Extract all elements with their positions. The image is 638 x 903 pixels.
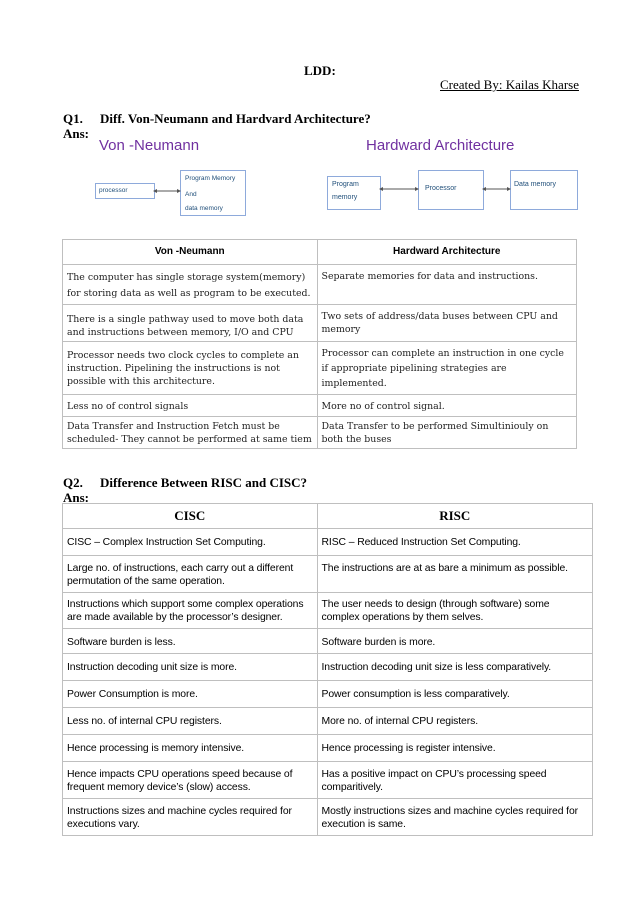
data-memory-label: Data memory	[514, 181, 557, 188]
table-row	[63, 265, 577, 305]
table-cell: Instruction decoding unit size is less comparatively.	[317, 654, 592, 681]
table-cell: Two sets of address/data buses between CPU and memory	[317, 305, 576, 342]
memory-label-line3: data memory	[185, 205, 223, 212]
table-cell: Has a positive impact on CPU’s processing speed comparitively.	[317, 762, 592, 799]
table-cell: There is a single pathway used to move both data and instructions between memory, I/O and CPU	[63, 305, 318, 342]
von-neumann-heading: Von -Neumann	[99, 137, 200, 154]
table-cell: Processor needs two clock cycles to complete an instruction. Pipelining the instructions is not possible with this architecture.	[63, 342, 318, 395]
table-cell: Less no of control signals	[63, 395, 318, 417]
q2-number: Q2.	[63, 475, 83, 490]
processor-label: processor	[99, 187, 128, 194]
table-header-cell: Hardward Architecture	[317, 240, 576, 265]
table-row	[63, 395, 577, 417]
table-row	[63, 799, 593, 836]
program-data-memory-box	[180, 170, 246, 216]
table-cell: Mostly instructions sizes and machine cycles required for execution is same.	[317, 799, 592, 836]
table-header-row	[63, 240, 577, 265]
table-row	[63, 342, 577, 395]
q2-question: Difference Between RISC and CISC?	[100, 475, 308, 490]
table-cell: Power Consumption is more.	[63, 681, 318, 708]
data-memory-box	[510, 170, 578, 210]
cisc-vs-risc-table	[62, 503, 593, 836]
table-row	[63, 762, 593, 799]
document-title: LDD:	[304, 63, 336, 78]
table-row	[63, 629, 593, 654]
memory-label-line2: And	[185, 191, 197, 198]
table-cell: Instructions sizes and machine cycles required for executions vary.	[63, 799, 318, 836]
q1-number: Q1.	[63, 111, 83, 126]
table-header-cell: Von -Neumann	[63, 240, 318, 265]
processor-label: Processor	[425, 185, 457, 192]
table-cell: Power consumption is less comparatively.	[317, 681, 592, 708]
table-header-cell: RISC	[317, 504, 592, 529]
table-row	[63, 735, 593, 762]
table-cell: Instruction decoding unit size is more.	[63, 654, 318, 681]
table-cell: Hence impacts CPU operations speed because of frequent memory device’s (slow) access.	[63, 762, 318, 799]
table-cell: Large no. of instructions, each carry out a different permutation of the same operation.	[63, 556, 318, 593]
table-cell: RISC – Reduced Instruction Set Computing.	[317, 529, 592, 556]
table-cell: Hence processing is memory intensive.	[63, 735, 318, 762]
table-cell: Separate memories for data and instructions.	[317, 265, 576, 305]
table-cell: The user needs to design (through software) some complex operations by them selves.	[317, 593, 592, 629]
table-cell: CISC – Complex Instruction Set Computing.	[63, 529, 318, 556]
harvard-heading: Hardward Architecture	[366, 137, 515, 154]
table-row	[63, 417, 577, 449]
table-cell: More no of control signal.	[317, 395, 576, 417]
table-cell: Instructions which support some complex operations are made available by the processor’s designer.	[63, 593, 318, 629]
table-cell: Data Transfer to be performed Simultiniouly on both the buses	[317, 417, 576, 449]
table-row	[63, 305, 577, 342]
bus-arrow	[153, 184, 181, 198]
table-cell: More no. of internal CPU registers.	[317, 708, 592, 735]
table-row	[63, 556, 593, 593]
program-memory-box	[327, 176, 381, 210]
program-memory-label-1: Program	[332, 181, 359, 188]
data-bus-arrow	[482, 182, 511, 196]
table-cell: Software burden is less.	[63, 629, 318, 654]
table-header-row	[63, 504, 593, 529]
table-row	[63, 681, 593, 708]
author-credit: Created By: Kailas Kharse	[440, 77, 579, 92]
table-cell: Hence processing is register intensive.	[317, 735, 592, 762]
q1-question: Diff. Von-Neumann and Hardvard Architecture?	[100, 111, 371, 126]
q1-ans-label: Ans:	[63, 126, 90, 141]
table-cell: The computer has single storage system(memory) for storing data as well as program to be executed.	[63, 265, 318, 305]
table-cell: The instructions are at as bare a minimum as possible.	[317, 556, 592, 593]
von-neumann-vs-harvard-table	[62, 239, 577, 449]
table-row	[63, 654, 593, 681]
processor-box	[95, 183, 155, 199]
table-cell: Less no. of internal CPU registers.	[63, 708, 318, 735]
table-header-cell: CISC	[63, 504, 318, 529]
memory-label-line1: Program Memory	[185, 175, 236, 182]
table-row	[63, 708, 593, 735]
q2-ans-label: Ans:	[63, 490, 90, 505]
table-cell: Processor can complete an instruction in one cycle if appropriate pipelining strategies are implemented.	[317, 342, 576, 395]
program-bus-arrow	[379, 182, 419, 196]
program-memory-label-2: memory	[332, 194, 358, 201]
processor-box	[418, 170, 484, 210]
table-row	[63, 529, 593, 556]
table-cell: Data Transfer and Instruction Fetch must be scheduled- They cannot be performed at same tiem	[63, 417, 318, 449]
table-row	[63, 593, 593, 629]
table-cell: Software burden is more.	[317, 629, 592, 654]
